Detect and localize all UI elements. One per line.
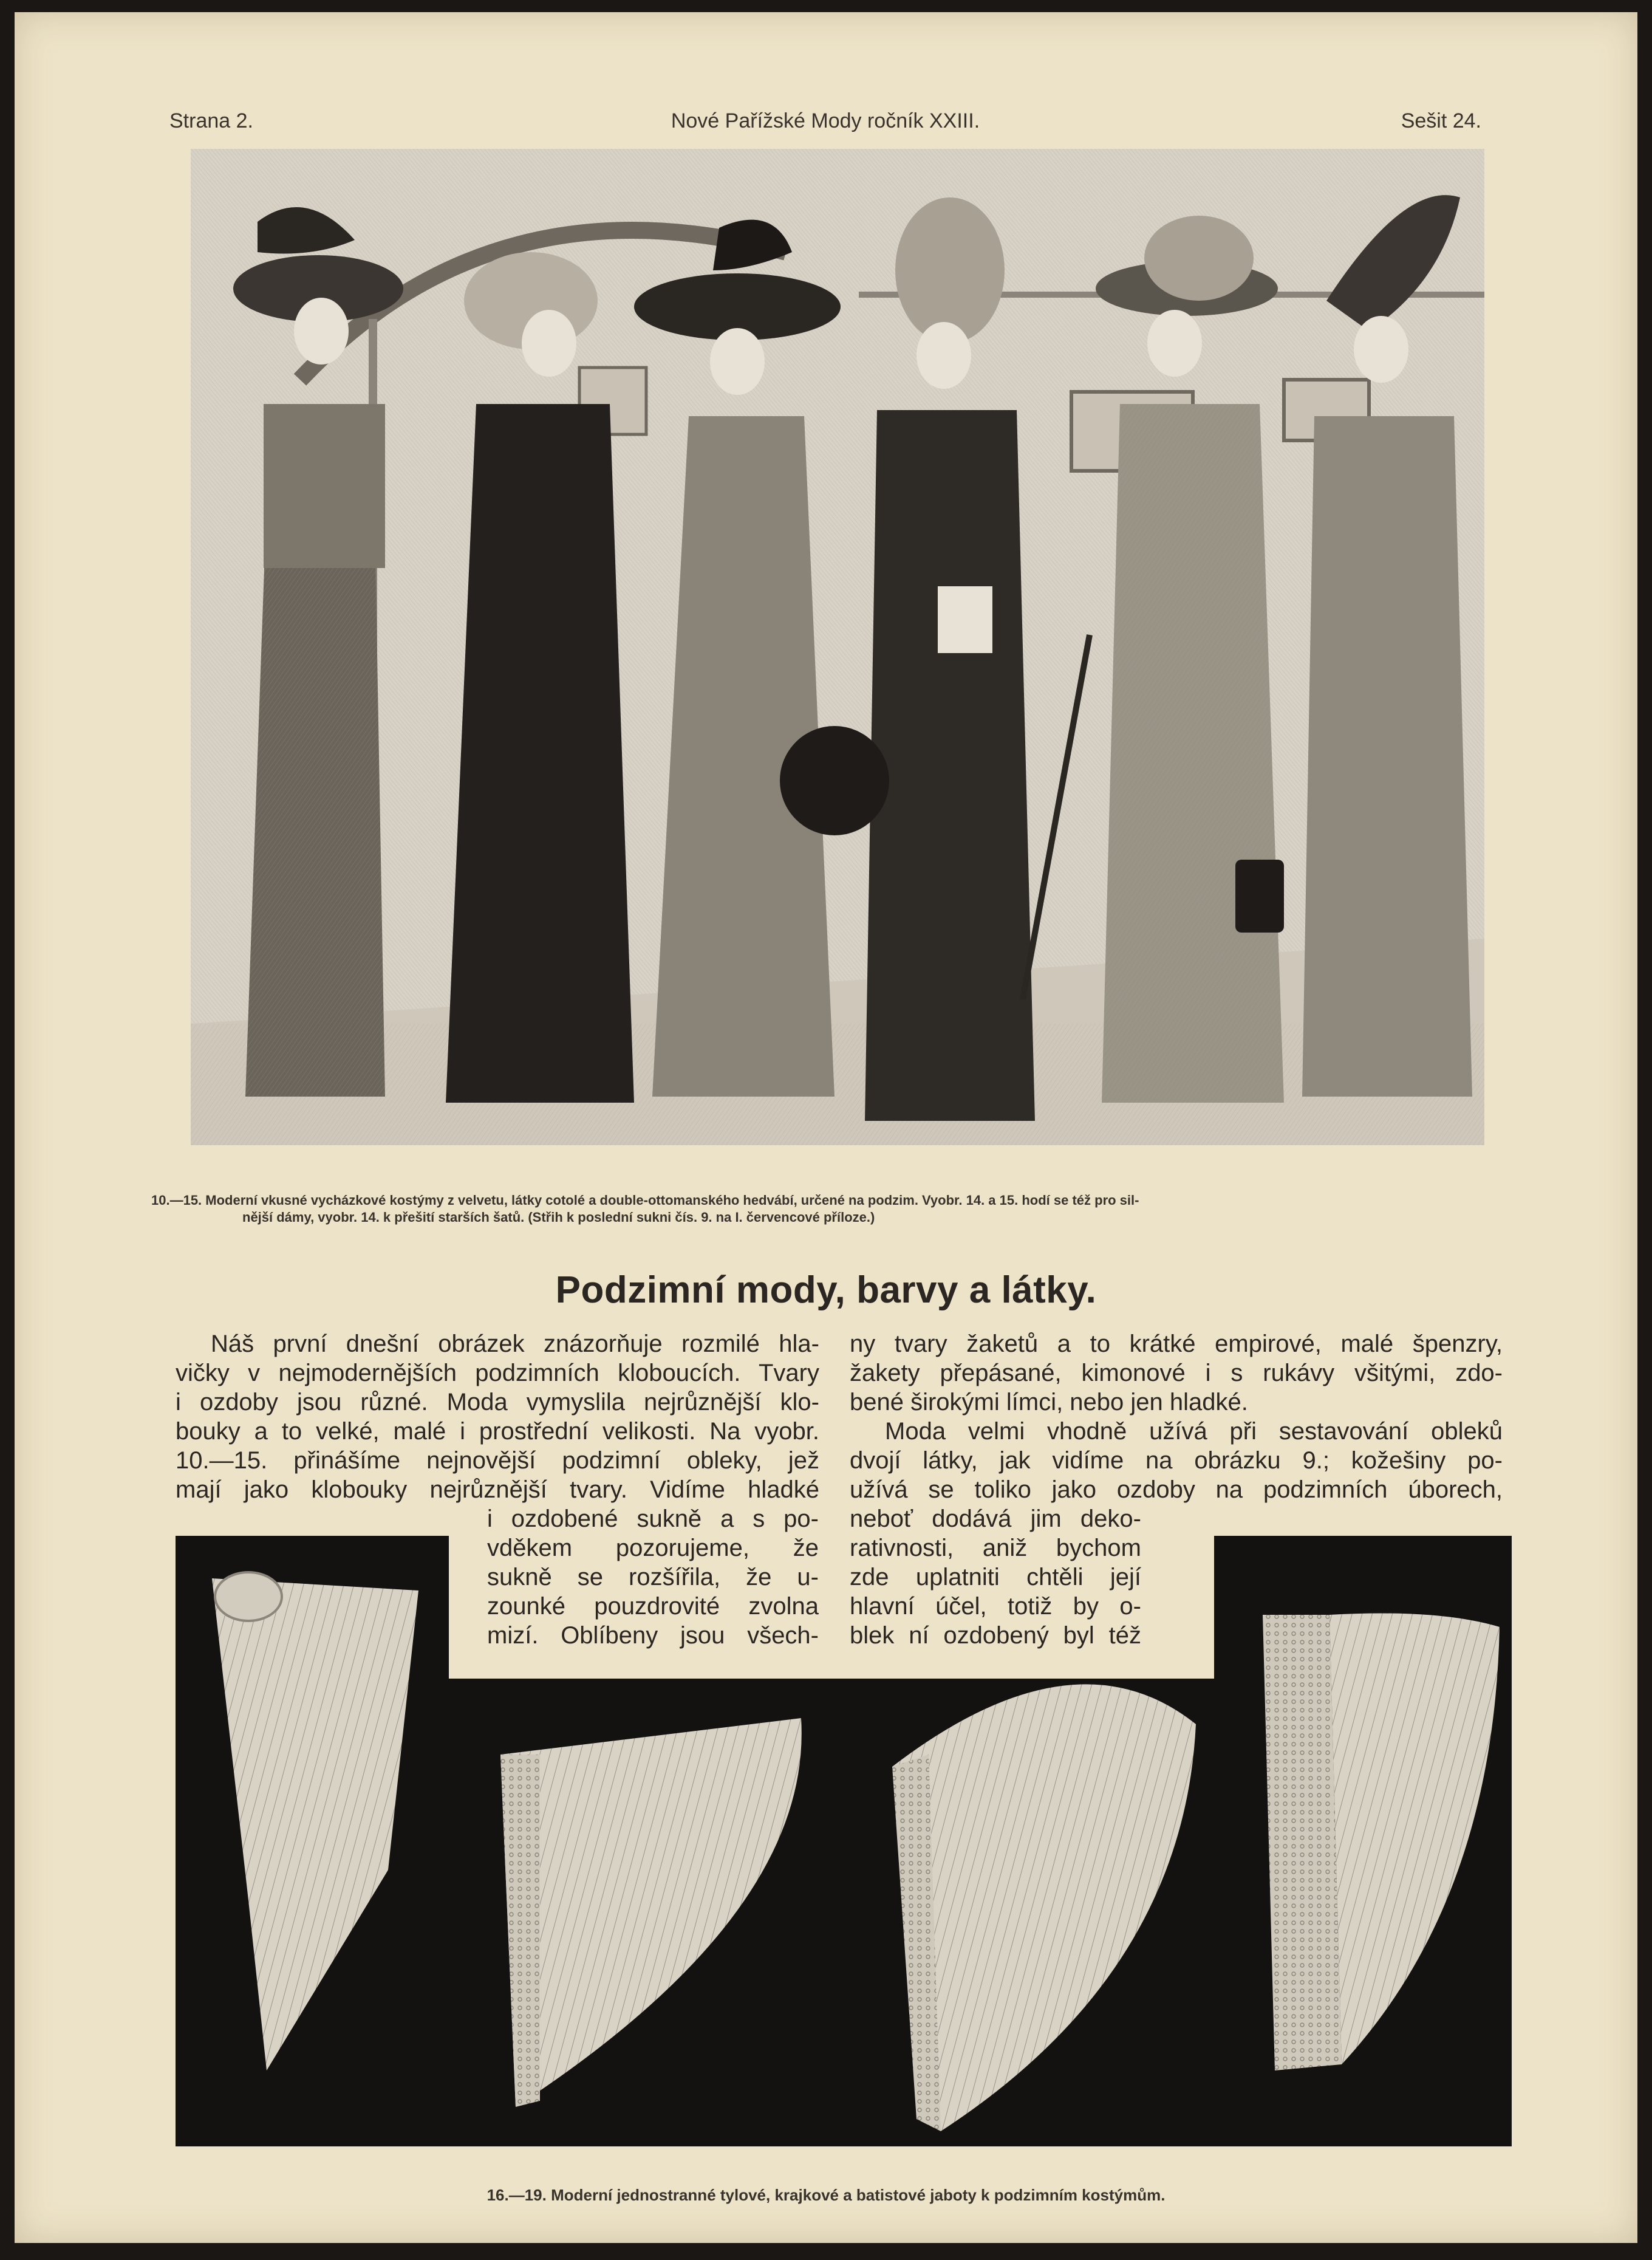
figure-caption-bottom: 16.—19. Moderní jednostranné tylové, krajkové a batistové jaboty k podzimním kostýmům.: [486, 2186, 1166, 2204]
text-line: i ozdobené sukně a s po-: [487, 1505, 819, 1532]
running-header: [169, 109, 1481, 146]
text-line: 10.—15. přinášíme nejnovější podzimní obleky, jež: [176, 1447, 819, 1474]
text-line: dvojí látky, jak vidíme na obrázku 9.; kožešiny po-: [850, 1447, 1503, 1474]
publication-title: Nové Pařížské Mody ročník XXIII.: [671, 109, 980, 132]
magazine-page: [15, 12, 1637, 2243]
text-line: mizí. Oblíbeny jsou všech-: [487, 1622, 819, 1649]
article-title: Podzimní mody, barvy a látky.: [555, 1269, 1097, 1311]
text-line: bouky a to velké, malé i prostřední velikosti. Na vyobr.: [176, 1418, 819, 1445]
costumes-engraving: [191, 149, 1484, 1145]
text-line: vičky v nejmodernějších podzimních kloboucích. Tvary: [176, 1360, 819, 1386]
text-line: ny tvary žaketů a to krátké empirové, malé špenzry,: [850, 1330, 1503, 1357]
text-line: rativnosti, aniž bychom: [850, 1535, 1141, 1561]
text-line: neboť dodává jim deko-: [850, 1505, 1141, 1532]
jabots-photo: [176, 1536, 1512, 2146]
text-line: žakety přepásané, kimonové i s rukávy všitými, zdo-: [850, 1360, 1503, 1386]
text-line: užívá se toliko jako ozdoby na podzimních úborech,: [850, 1476, 1503, 1503]
text-line: bené širokými límci, nebo jen hladké.: [850, 1389, 1248, 1416]
article-column-1: [176, 1329, 819, 1504]
fashion-illustration-costumes: [191, 149, 1484, 1145]
text-line: i ozdoby jsou různé. Moda vymyslila nejrůznější klo-: [176, 1389, 819, 1416]
text-line: Moda velmi vhodně užívá při sestavování obleků: [885, 1418, 1503, 1445]
issue-number: Sešit 24.: [1401, 109, 1481, 132]
text-line: vděkem pozorujeme, že: [487, 1535, 819, 1561]
figure-caption-top: [151, 1192, 1475, 1226]
jabots-photograph: [176, 1536, 1512, 2146]
text-line: sukně se rozšířila, že u-: [487, 1564, 819, 1591]
text-line: zounké pouzdrovité zvolna: [487, 1593, 819, 1620]
text-line: mají jako klobouky nejrůznější tvary. Vidíme hladké: [176, 1476, 819, 1503]
caption-line-2: nější dámy, vyobr. 14. k přešití starších šatů. (Střih k poslední sukni čís. 9. na I. červencové příloze.): [242, 1210, 875, 1225]
text-line: hlavní účel, totiž by o-: [850, 1593, 1141, 1620]
text-line: zde uplatniti chtěli její: [850, 1564, 1141, 1591]
caption-line-1: 10.—15. Moderní vkusné vycházkové kostýmy z velvetu, látky cotolé a double-ottomanského hedvábí, určené na podzim. Vyobr. 14. a 15. hodí se též pro sil-: [151, 1193, 1139, 1208]
text-line: Náš první dnešní obrázek znázorňuje rozmilé hla-: [211, 1330, 819, 1357]
text-line: blek ní ozdobený byl též: [850, 1622, 1141, 1649]
page-number: Strana 2.: [169, 109, 253, 132]
article-column-2: [850, 1329, 1503, 1504]
